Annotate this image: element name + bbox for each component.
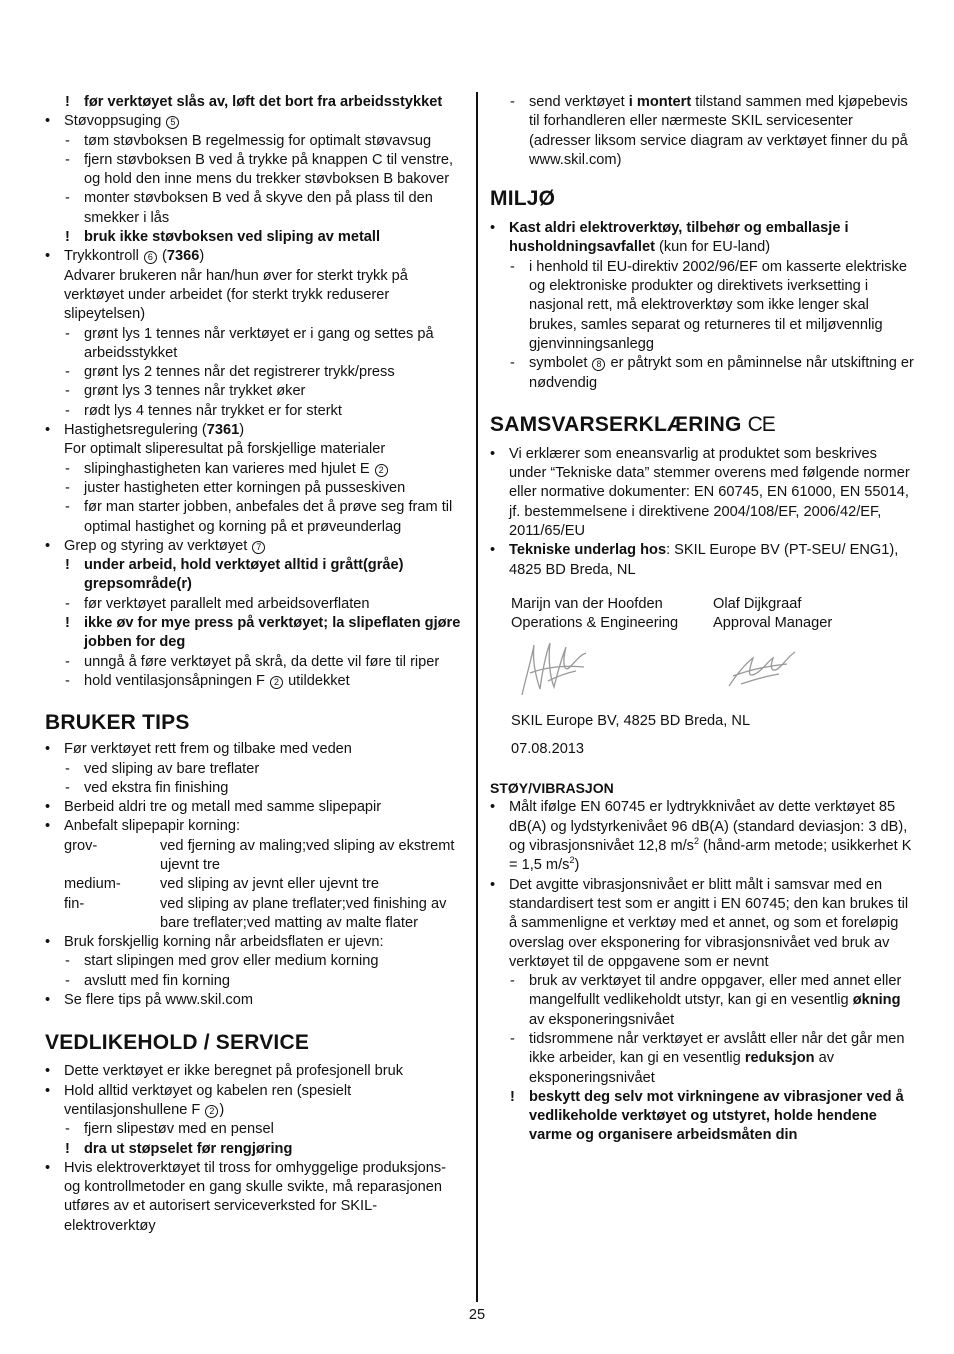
signer-name: Marijn van der Hoofden: [511, 595, 663, 612]
dash-item: - tidsrommene når verktøyet er avslått eller når det går men ikke arbeider, kan gi en vesentlig reduksjon av eksponeringsnivået: [490, 1030, 915, 1088]
bullet-item: • Hvis elektroverktøyet til tross for omhyggelige produksjons- og kontrollmetoder en gang skulle svikte, må reparasjonen utføres av et autorisert serviceverksted for SKIL-elektroverktøy: [45, 1159, 465, 1236]
signer-2: [713, 595, 915, 634]
warning-item: ! under arbeid, hold verktøyet alltid i grått(gråe) grepsområde(r): [45, 556, 465, 595]
bullet-item: • Bruk forskjellig korning når arbeidsflaten er ujevn:: [45, 933, 465, 952]
bullet-item: • Vi erklærer som eneansvarlig at produktet som beskrives under “Tekniske data” stemmer overens med følgende normer eller normative dokumenter: EN 60745, EN 61000, EN 55014, jf. bestemmelsene i direktivene 2004/108/EF, 2006/42/EF, 2011/65/EU: [490, 445, 915, 541]
bullet-item: • Se flere tips på www.skil.com: [45, 991, 465, 1010]
dash-item: - slipinghastigheten kan varieres med hjulet E 2: [45, 460, 465, 479]
dash-item: - ved sliping av bare treflater: [45, 760, 465, 779]
ref-number-icon: 2: [205, 1105, 218, 1118]
ref-number-icon: 5: [166, 116, 179, 129]
section-heading-tips: BRUKER TIPS: [45, 711, 190, 735]
dash-item: - rødt lys 4 tennes når trykket er for sterkt: [45, 402, 465, 421]
bullet-item: • Målt ifølge EN 60745 er lydtrykknivået av dette verktøyet 85 dB(A) og lydstyrkenivået 96 dB(A) (standard deviasjon: 3 dB), og vibrasjonsnivået 12,8 $m/s^2$ (hånd-arm metode; usikkerhet K = 1,5 $m/s^2$): [490, 798, 915, 875]
grit-value: ved sliping av plane treflater;ved finishing av bare treflater;ved matting av malte flater: [160, 895, 447, 931]
dash-item: - juster hastigheten etter korningen på pusseskiven: [45, 479, 465, 498]
dash-item: - grønt lys 1 tennes når verktøyet er i gang og settes på arbeidsstykket: [45, 325, 465, 364]
dash-item: - fjern slipestøv med en pensel: [45, 1120, 465, 1139]
bullet-item: • Anbefalt slipepapir korning:: [45, 817, 465, 836]
column-divider: [476, 92, 478, 1302]
dash-item: - ved ekstra fin finishing: [45, 779, 465, 798]
signer-role: Operations & Engineering: [511, 615, 679, 632]
dash-item: - fjern støvboksen B ved å trykke på knappen C til venstre, og hold den inne mens du trekker støvboksen B bakover: [45, 151, 465, 190]
bullet-item: • Det avgitte vibrasjonsnivået er blitt målt i samsvar med en standardisert test som er angitt i EN 60745; den kan brukes til å sammenligne et verktøy med et annet, og som et foreløpig overslag over eksponering for vibrasjonsnivået ved bruk av verktøyet til de oppgavene som er nevnt: [490, 876, 915, 972]
signature-2-icon: [703, 644, 916, 700]
bullet-item: • Kast aldri elektroverktøy, tilbehør og emballasje i husholdningsavfallet (kun for EU-land): [490, 219, 915, 258]
dash-item: - hold ventilasjonsåpningen F 2 utildekket: [45, 672, 465, 691]
bullet-item: • Trykkontroll 6 (7366) Advarer brukeren når han/hun øver for sterkt trykk på verktøyet under arbeidet (for sterkt trykk reduserer slipeytelsen): [45, 247, 465, 324]
signature-date: 07.08.2013: [511, 740, 585, 757]
dash-item: - send verktøyet i montert tilstand sammen med kjøpebevis til forhandleren eller nærmeste SKIL servicesenter (adresser liksom service diagram av verktøyet finner du på www.skil.com): [490, 93, 915, 170]
dash-item: - bruk av verktøyet til andre oppgaver, eller med annet eller mangelfullt vedlikeholdt utstyr, kan gi en vesentlig økning av eksponeringsnivået: [490, 972, 915, 1030]
warning-item: ! før verktøyet slås av, løft det bort fra arbeidsstykket: [45, 93, 465, 112]
bullet-item: • Hastighetsregulering (7361) For optimalt sliperesultat på forskjellige materialer: [45, 421, 465, 460]
bullet-item: • Støvoppsuging 5: [45, 112, 465, 131]
left-column: [45, 93, 465, 1236]
signers: [490, 595, 915, 634]
ref-number-icon: 8: [592, 358, 605, 371]
dash-item: - før man starter jobben, anbefales det å prøve seg fram til optimal hastighet og korning på et prøveunderlag: [45, 498, 465, 537]
grit-value: ved sliping av jevnt eller ujevnt tre: [160, 876, 380, 893]
signer-name: Olaf Dijkgraaf: [713, 595, 802, 612]
signer-role: Approval Manager: [713, 615, 833, 632]
dash-item: - start slipingen med grov eller medium korning: [45, 952, 465, 971]
bullet-item: • Berbeid aldri tre og metall med samme slipepapir: [45, 798, 465, 817]
section-heading-noise: STØY/VIBRASJON: [490, 780, 614, 797]
ref-number-icon: 2: [270, 676, 283, 689]
bullet-item: • Tekniske underlag hos: SKIL Europe BV (PT-SEU/ ENG1), 4825 BD Breda, NL: [490, 541, 915, 580]
bullet-item: • Dette verktøyet er ikke beregnet på profesjonell bruk: [45, 1062, 465, 1081]
ref-number-icon: 2: [375, 464, 388, 477]
section-heading-conformity: SAMSVARSERKLÆRING CE: [490, 412, 775, 436]
signature-1-icon: [490, 637, 703, 707]
dash-item: - tøm støvboksen B regelmessig for optimalt støvavsug: [45, 132, 465, 151]
company-address: SKIL Europe BV, 4825 BD Breda, NL: [511, 712, 751, 729]
warning-item: ! bruk ikke støvboksen ved sliping av metall: [45, 228, 465, 247]
grit-key: fin-: [64, 895, 85, 912]
warning-item: ! ikke øv for mye press på verktøyet; la slipeflaten gjøre jobben for deg: [45, 614, 465, 653]
grit-key: grov-: [64, 837, 98, 854]
dash-item: - symbolet 8 er påtrykt som en påminnelse når utskiftning er nødvendig: [490, 354, 915, 393]
dash-item: - avslutt med fin korning: [45, 972, 465, 991]
dash-item: - unngå å føre verktøyet på skrå, da dette vil føre til riper: [45, 653, 465, 672]
ce-mark-icon: CE: [747, 412, 775, 436]
grit-key: medium-: [64, 876, 121, 893]
grit-table: [45, 837, 465, 933]
page-number: 25: [468, 1307, 486, 1323]
warning-item: ! beskytt deg selv mot virkningene av vibrasjoner ved å vedlikeholde verktøyet og utstyret, holde hendene varme og organisere arbeidsmåten din: [490, 1088, 915, 1146]
grit-value: ved fjerning av maling;ved sliping av ekstremt ujevnt tre: [160, 837, 455, 873]
ref-number-icon: 7: [252, 541, 265, 554]
ref-number-icon: 6: [144, 251, 157, 264]
signatures: [490, 634, 915, 712]
warning-item: ! dra ut støpselet før rengjøring: [45, 1140, 465, 1159]
dash-item: - grønt lys 2 tennes når det registrerer trykk/press: [45, 363, 465, 382]
section-heading-service: VEDLIKEHOLD / SERVICE: [45, 1031, 310, 1055]
signer-1: [511, 595, 713, 634]
right-column: [490, 93, 915, 1146]
dash-item: - grønt lys 3 tennes når trykket øker: [45, 382, 465, 401]
dash-item: - monter støvboksen B ved å skyve den på plass til den smekker i lås: [45, 189, 465, 228]
dash-item: - i henhold til EU-direktiv 2002/96/EF om kasserte elektriske og elektroniske produkter og direktivets iverksetting i nasjonal rett, må elektroverktøy som ikke lenger skal brukes, samles separat og returneres til et miljøvennlig gjenvinningsanlegg: [490, 258, 915, 354]
section-heading-environment: MILJØ: [490, 187, 556, 211]
dash-item: - før verktøyet parallelt med arbeidsoverflaten: [45, 595, 465, 614]
bullet-item: • Hold alltid verktøyet og kabelen ren (spesielt ventilasjonshullene F 2 ): [45, 1082, 465, 1121]
bullet-item: • Før verktøyet rett frem og tilbake med veden: [45, 740, 465, 759]
bullet-item: • Grep og styring av verktøyet 7: [45, 537, 465, 556]
